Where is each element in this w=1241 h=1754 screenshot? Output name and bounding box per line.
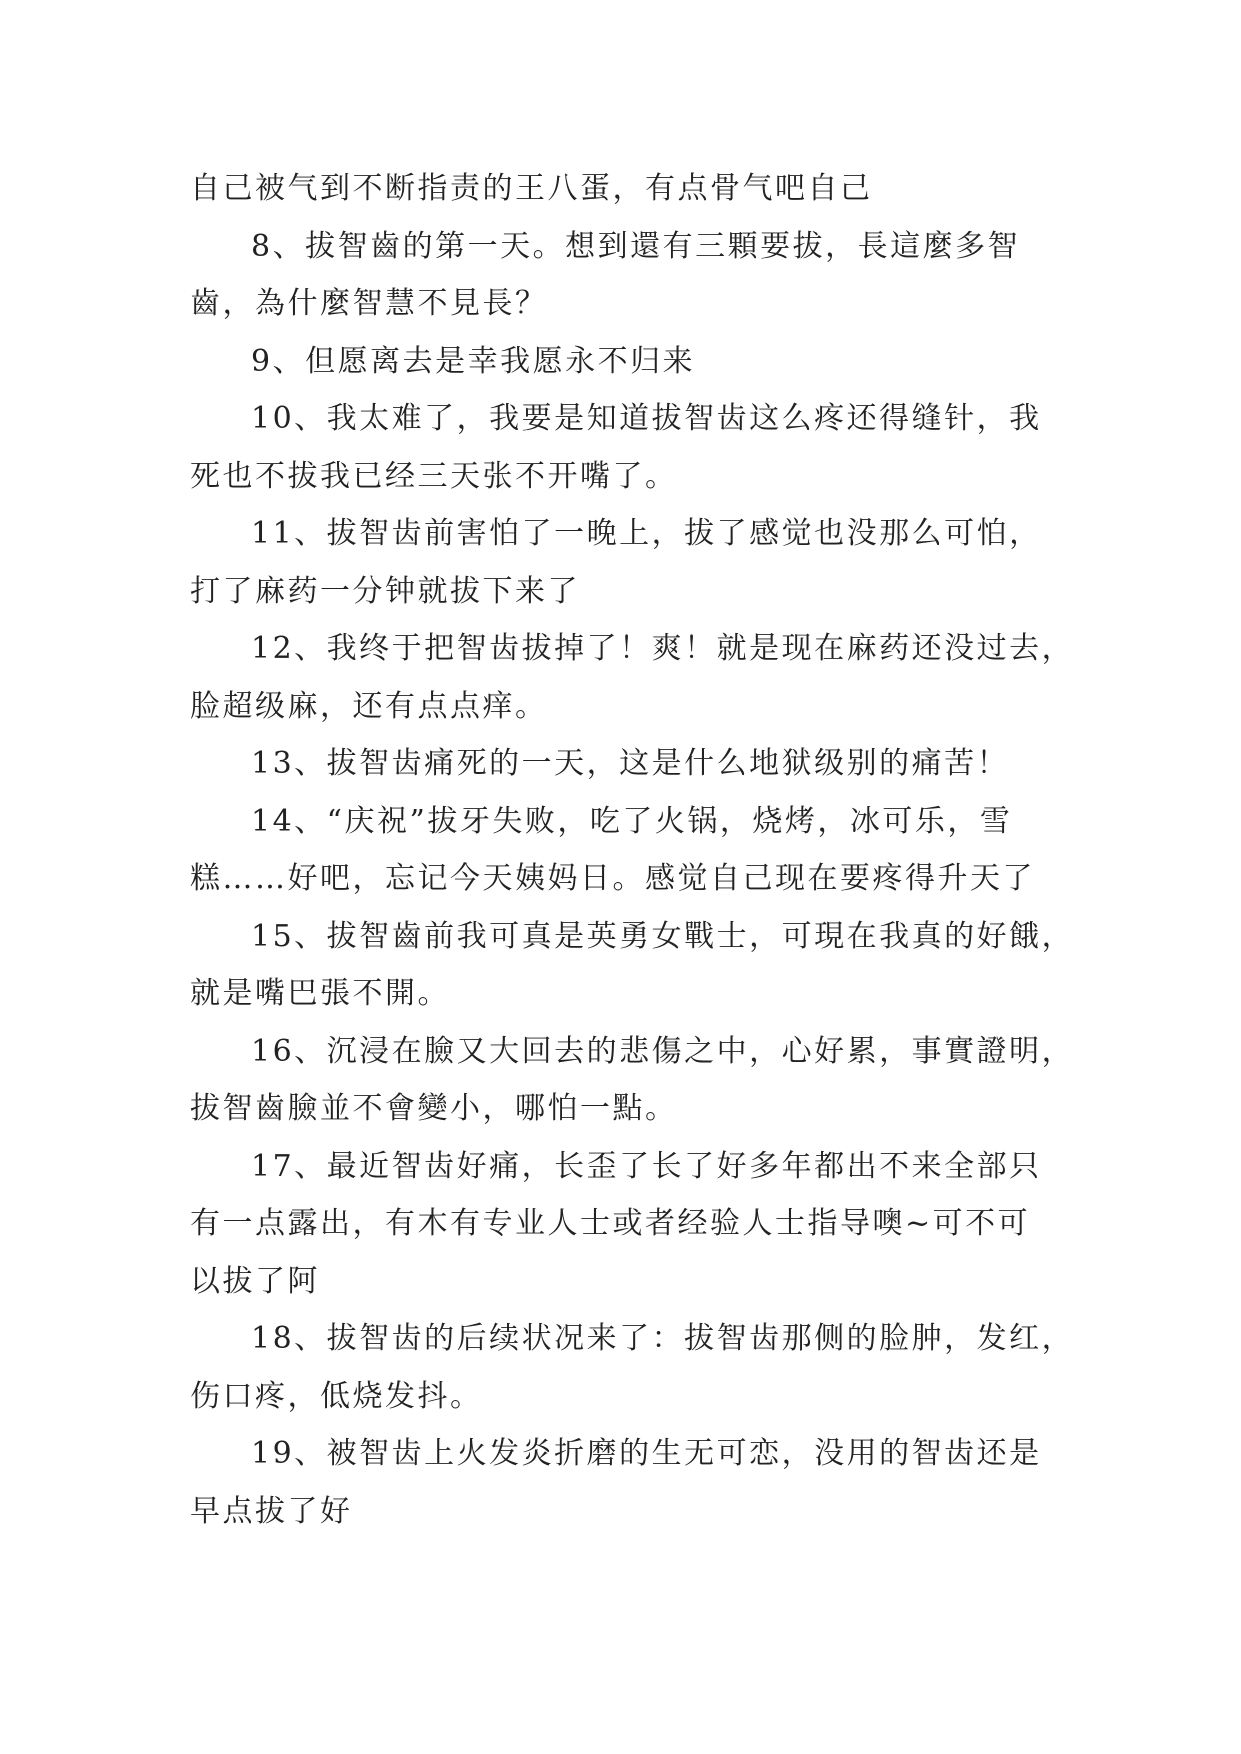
text-line: 16、沉浸在臉又大回去的悲傷之中，心好累，事實證明， [251, 1033, 1075, 1069]
paragraph [190, 160, 1060, 218]
text-line: 18、拔智齿的后续状况来了：拔智齿那侧的脸肿，发红， [251, 1321, 1075, 1356]
text-line: 15、拔智齒前我可真是英勇女戰士，可現在我真的好餓， [251, 918, 1075, 954]
text-line: 以拔了阿 [190, 1263, 320, 1299]
text-line: 早点拔了好 [190, 1493, 353, 1529]
paragraph [190, 333, 1060, 391]
text-line: 伤口疼，低烧发抖。 [190, 1378, 483, 1414]
text-line: 12、我终于把智齿拔掉了！爽！就是现在麻药还没过去， [251, 631, 1075, 666]
paragraph [190, 1425, 1060, 1540]
text-line: 9、但愿离去是幸我愿永不归来 [251, 343, 696, 379]
text-line: 打了麻药一分钟就拔下来了 [190, 573, 580, 609]
paragraph [190, 218, 1060, 333]
text-line: 就是嘴巴張不開。 [190, 976, 450, 1011]
text-line: 有一点露出，有木有专业人士或者经验人士指导噢~可不可 [190, 1206, 1031, 1241]
paragraph [190, 793, 1060, 908]
text-line: 8、拔智齒的第一天。想到還有三顆要拔，長這麼多智 [251, 228, 1021, 264]
paragraph [190, 620, 1075, 735]
text-line: 11、拔智齿前害怕了一晚上，拔了感觉也没那么可怕， [251, 516, 1042, 551]
text-line: 10、我太难了，我要是知道拔智齿这么疼还得缝针，我 [251, 401, 1042, 436]
text-line: 齒，為什麼智慧不見長？ [190, 286, 548, 321]
paragraph [190, 505, 1060, 620]
text-line: 17、最近智齿好痛，长歪了长了好多年都出不来全部只 [251, 1148, 1042, 1184]
text-line: 死也不拔我已经三天张不开嘴了。 [190, 458, 678, 494]
paragraph [190, 908, 1075, 1023]
paragraph [190, 1023, 1075, 1138]
text-line: 自己被气到不断指责的王八蛋，有点骨气吧自己 [190, 171, 873, 206]
paragraph [190, 735, 1060, 793]
document-body [190, 160, 1075, 1540]
text-line: 13、拔智齿痛死的一天，这是什么地狱级别的痛苦！ [251, 746, 1010, 781]
paragraph [190, 390, 1060, 505]
text-line: 糕……好吧，忘记今天姨妈日。感觉自己现在要疼得升天了 [190, 861, 1035, 896]
paragraph [190, 1138, 1060, 1311]
text-line: 19、被智齿上火发炎折磨的生无可恋，没用的智齿还是 [251, 1436, 1042, 1471]
text-line: 脸超级麻，还有点点痒。 [190, 688, 548, 724]
text-line: 拔智齒臉並不會變小，哪怕一點。 [190, 1091, 678, 1126]
text-line: 14、“庆祝”拔牙失败，吃了火锅，烧烤，冰可乐，雪 [251, 803, 1013, 839]
paragraph [190, 1310, 1075, 1425]
